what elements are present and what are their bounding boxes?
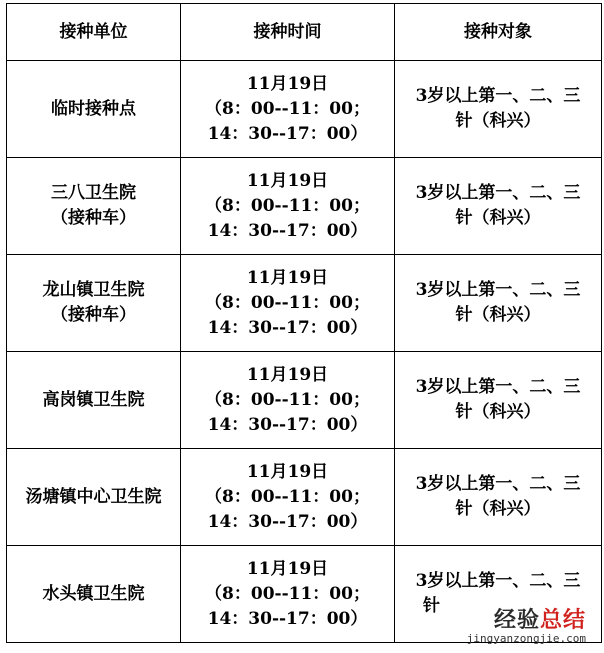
morning-hours-text: （8：00--11：00； xyxy=(205,486,370,507)
afternoon-hours-text: 14：30--17：00） xyxy=(207,123,368,144)
vaccine-text: 针 xyxy=(423,596,440,616)
watermark-brand-part1: 经验 xyxy=(493,608,540,633)
vaccine-text: 针（科兴） xyxy=(455,208,541,228)
time-cell xyxy=(181,352,395,449)
time-cell xyxy=(181,449,395,546)
unit-cell xyxy=(7,158,181,255)
target-cell xyxy=(395,352,602,449)
unit-cell xyxy=(7,352,181,449)
time-cell xyxy=(181,255,395,352)
vaccination-schedule-table xyxy=(6,3,602,643)
target-text: 3岁以上第一、二、三 xyxy=(415,280,581,300)
date-text: 11月19日 xyxy=(246,73,329,94)
vaccine-text: 针（科兴） xyxy=(455,402,541,422)
unit-note-text: （接种车） xyxy=(51,208,136,228)
table-row xyxy=(7,255,602,352)
afternoon-hours-text: 14：30--17：00） xyxy=(207,414,368,435)
watermark xyxy=(467,603,586,645)
header-time: 接种时间 xyxy=(181,4,395,61)
date-text: 11月19日 xyxy=(246,170,329,191)
date-text: 11月19日 xyxy=(246,267,329,288)
target-cell xyxy=(395,449,602,546)
afternoon-hours-text: 14：30--17：00） xyxy=(207,220,368,241)
unit-cell xyxy=(7,546,181,643)
time-cell xyxy=(181,546,395,643)
target-text: 3岁以上第一、二、三 xyxy=(415,571,581,591)
morning-hours-text: （8：00--11：00； xyxy=(205,98,370,119)
date-text: 11月19日 xyxy=(246,461,329,482)
unit-cell xyxy=(7,449,181,546)
vaccine-text: 针（科兴） xyxy=(455,111,541,131)
table-row xyxy=(7,158,602,255)
vaccine-text: 针（科兴） xyxy=(455,499,541,519)
watermark-brand xyxy=(467,603,586,634)
afternoon-hours-text: 14：30--17：00） xyxy=(207,608,368,629)
time-cell xyxy=(181,158,395,255)
morning-hours-text: （8：00--11：00； xyxy=(205,389,370,410)
afternoon-hours-text: 14：30--17：00） xyxy=(207,511,368,532)
header-unit: 接种单位 xyxy=(7,4,181,61)
target-text: 3岁以上第一、二、三 xyxy=(415,183,581,203)
unit-text: 高岗镇卫生院 xyxy=(42,389,145,410)
table-row xyxy=(7,352,602,449)
target-text: 3岁以上第一、二、三 xyxy=(415,377,581,397)
target-cell xyxy=(395,61,602,158)
morning-hours-text: （8：00--11：00； xyxy=(205,292,370,313)
time-cell xyxy=(181,61,395,158)
target-text: 3岁以上第一、二、三 xyxy=(415,86,581,106)
watermark-brand-part2: 总结 xyxy=(539,608,586,633)
target-cell xyxy=(395,158,602,255)
unit-text: 三八卫生院 xyxy=(51,183,136,203)
table-row xyxy=(7,449,602,546)
morning-hours-text: （8：00--11：00； xyxy=(205,583,370,604)
header-row xyxy=(7,4,602,61)
unit-cell xyxy=(7,255,181,352)
date-text: 11月19日 xyxy=(246,364,329,385)
watermark-url: jingyanzongjie.com xyxy=(466,632,586,645)
vaccine-text: 针（科兴） xyxy=(455,305,541,325)
unit-note-text: （接种车） xyxy=(51,305,136,325)
header-target: 接种对象 xyxy=(395,4,602,61)
date-text: 11月19日 xyxy=(246,558,329,579)
table-row xyxy=(7,61,602,158)
target-text: 3岁以上第一、二、三 xyxy=(415,474,581,494)
afternoon-hours-text: 14：30--17：00） xyxy=(207,317,368,338)
unit-text: 汤塘镇中心卫生院 xyxy=(25,486,162,507)
unit-text: 水头镇卫生院 xyxy=(42,583,145,604)
unit-text: 临时接种点 xyxy=(51,98,136,119)
unit-text: 龙山镇卫生院 xyxy=(42,280,145,300)
target-cell xyxy=(395,255,602,352)
unit-cell xyxy=(7,61,181,158)
morning-hours-text: （8：00--11：00； xyxy=(205,195,370,216)
